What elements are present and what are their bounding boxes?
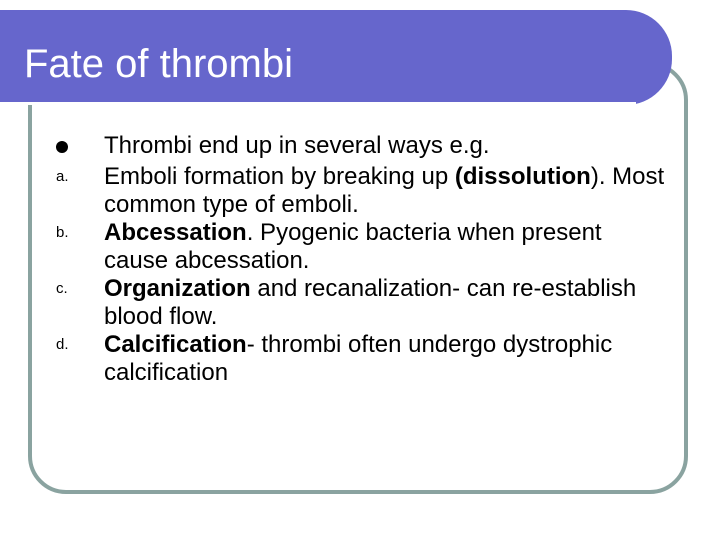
list-text [104,275,666,331]
title-underline [0,102,636,105]
bullet-text: Thrombi end up in several ways e.g. [104,132,490,159]
bullet-dot-icon [56,141,68,153]
list-marker: c. [56,280,68,297]
text-segment: Emboli formation by breaking up [104,163,455,190]
list-marker: a. [56,168,69,185]
text-segment: and recanalization- can re-establish blood flow. [104,275,637,330]
list-text [104,331,666,387]
list-item-d [56,331,666,387]
text-segment: - thrombi often undergo dystrophic calcification [104,331,613,386]
list-item-c [56,275,666,331]
title-bar [0,10,672,105]
list-item-a [56,163,666,219]
slide-title: Fate of thrombi [24,42,294,86]
text-segment-bold: (dissolution [454,163,591,190]
bullet-item-intro [56,132,666,163]
text-segment-bold: Organization [104,275,251,302]
text-segment-bold: Abcessation [104,219,247,246]
list-marker: b. [56,224,69,241]
text-segment: ). Most common type of emboli. [104,163,665,218]
list-item-b [56,219,666,275]
slide-content [56,132,666,387]
text-segment: . Pyogenic bacteria when present cause abcessation. [104,219,602,274]
bullet-marker [56,132,104,163]
list-text [104,219,666,275]
list-marker: d. [56,336,69,353]
text-segment-bold: Calcification [104,331,247,358]
list-text [104,163,666,219]
